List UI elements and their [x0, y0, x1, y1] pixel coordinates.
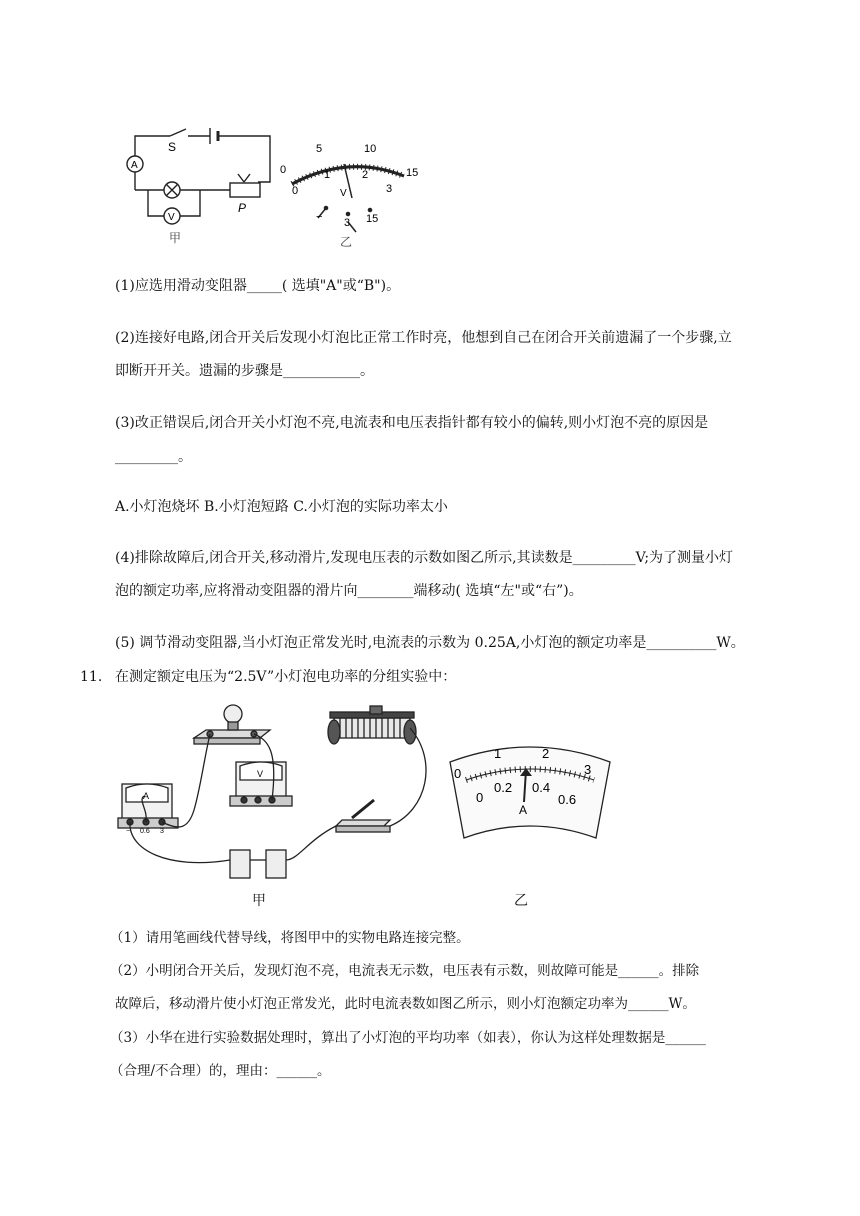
- ammeter-dial-yi: [446, 740, 614, 850]
- ammeter-terminal-minus: −: [126, 828, 131, 835]
- amm-unit-label: A: [519, 803, 528, 817]
- dial-bottom-tick-2: 2: [362, 169, 369, 181]
- slider-label: P: [238, 201, 247, 215]
- ammeter-face-label: A: [143, 791, 150, 801]
- dial-top-tick-15: 15: [406, 167, 419, 179]
- q11-number: 11.: [80, 669, 103, 685]
- figure-jia-caption: 甲: [169, 231, 182, 245]
- q11-stem: 在测定额定电压为“2.5V”小灯泡电功率的分组实验中：: [115, 669, 457, 685]
- ammeter-symbol-label: A: [131, 160, 138, 171]
- dial-top-tick-10: 10: [364, 143, 377, 155]
- amm-bottom-tick-0-4: 0.4: [532, 780, 551, 795]
- ammeter-terminal-0-6: 0.6: [140, 828, 150, 835]
- dial-top-tick-5: 5: [316, 143, 323, 155]
- dial-bottom-tick-0: 0: [292, 185, 299, 197]
- q11-part2-line2: 故障后，移动滑片使小灯泡正常发光，此时电流表数如图乙所示，则小灯泡额定功率为______W。: [115, 996, 696, 1012]
- q10-part3-line2: _________。: [115, 449, 192, 465]
- amm-top-tick-0: 0: [454, 766, 462, 781]
- q10-part2-line1: (2)连接好电路,闭合开关后发现小灯泡比正常工作时亮，他想到自己在闭合开关前遗漏了一个步骤,立: [115, 330, 732, 346]
- amm-bottom-tick-0-2: 0.2: [494, 780, 513, 795]
- dial-bottom-tick-1: 1: [324, 169, 331, 181]
- figure2-jia-caption-text: 甲: [252, 893, 266, 909]
- q11-part1: （1）请用笔画线代替导线，将图甲中的实物电路连接完整。: [110, 930, 470, 946]
- switch-label: S: [168, 140, 177, 154]
- ammeter-terminal-3: 3: [160, 828, 164, 835]
- q10-part1: (1)应选用滑动变阻器_____( 选填"A"或“B")。: [115, 278, 401, 294]
- q10-options: A.小灯泡烧坏 B.小灯泡短路 C.小灯泡的实际功率太小: [115, 499, 448, 515]
- q11-part3-line1: （3）小华在进行实验数据处理时，算出了小灯泡的平均功率（如表），你认为这样处理数据是______: [110, 1030, 706, 1046]
- physical-circuit-jia: [108, 700, 448, 890]
- dial-terminal-minus: −: [316, 211, 323, 223]
- amm-bottom-tick-0-6: 0.6: [558, 792, 577, 807]
- amm-top-tick-3: 3: [584, 762, 592, 777]
- dial-unit-label: V: [340, 188, 347, 199]
- voltmeter-face-label: V: [257, 769, 264, 779]
- q10-part4-line1: (4)排除故障后,闭合开关,移动滑片,发现电压表的示数如图乙所示,其读数是_________V;为了测量小灯: [115, 550, 734, 566]
- figure2-yi-caption: 乙: [514, 893, 528, 909]
- circuit-diagram-jia: [118, 126, 276, 246]
- dial-top-tick-0: 0: [280, 164, 287, 176]
- amm-top-tick-2: 2: [542, 746, 550, 761]
- amm-top-tick-1: 1: [494, 746, 502, 761]
- q10-part4-line2: 泡的额定功率,应将滑动变阻器的滑片向________端移动( 选填“左"或“右”)。: [115, 583, 583, 599]
- q11-part2-line1: （2）小明闭合开关后，发现灯泡不亮，电流表无示数，电压表有示数，则故障可能是______。排除: [110, 963, 700, 979]
- dial-bottom-tick-3: 3: [386, 183, 393, 195]
- dial-terminal-3: 3: [344, 217, 351, 229]
- q10-part5: (5) 调节滑动变阻器,当小灯泡正常发光时,电流表的示数为 0.25A,小灯泡的额定功率是__________W。: [115, 635, 745, 651]
- amm-bottom-tick-0: 0: [476, 790, 484, 805]
- figure-yi-caption: 乙: [340, 235, 353, 249]
- q11-part3-line2: （合理/不合理）的，理由：______。: [110, 1063, 331, 1079]
- dial-terminal-15: 15: [366, 213, 379, 225]
- q10-part2-line2: 即断开开关。遗漏的步骤是___________。: [115, 363, 374, 379]
- voltmeter-symbol-label: V: [168, 212, 175, 223]
- voltmeter-dial-yi: [278, 136, 428, 250]
- q10-part3-line1: (3)改正错误后,闭合开关小灯泡不亮,电流表和电压表指针都有较小的偏转,则小灯泡不亮的原因是: [115, 415, 709, 431]
